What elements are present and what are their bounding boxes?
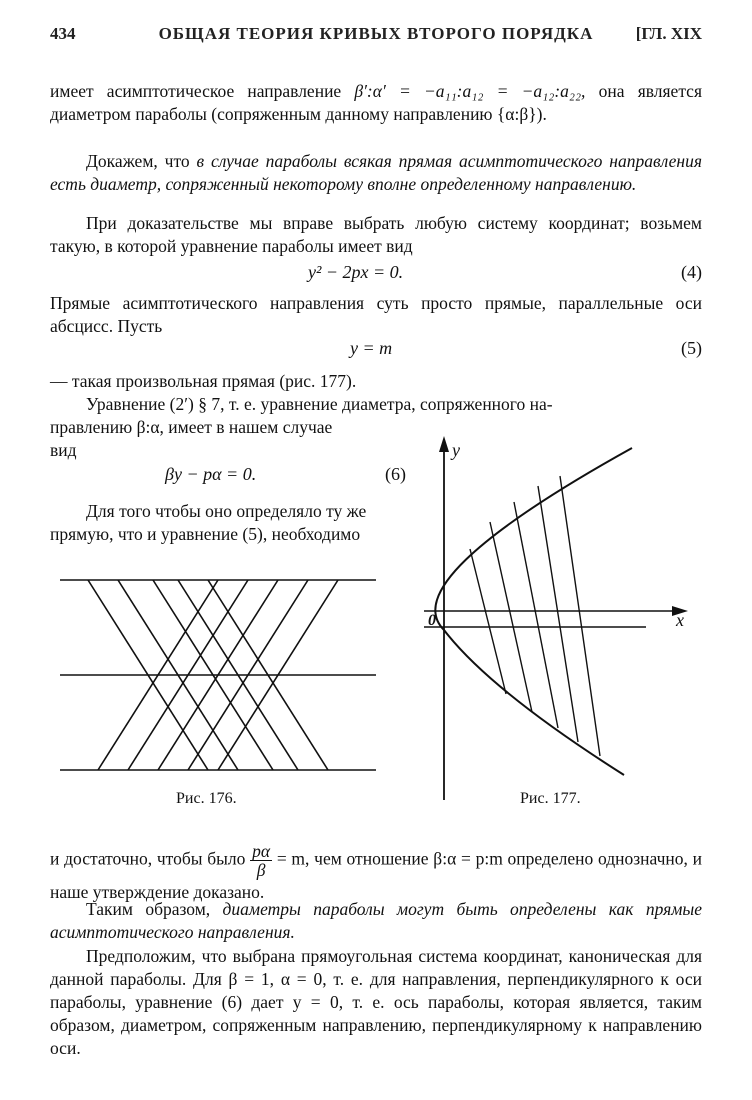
p2-theorem: в случае параболы всякая прямая асимптотического направления есть диаметр, сопряженный некоторому вполне определенному направлению. <box>50 151 702 194</box>
p6-line-2: правлению β:α, имеет в нашем случае <box>50 417 333 437</box>
figure-177-caption: Рис. 177. <box>520 790 581 807</box>
p2-text-a: Докажем, что <box>86 151 197 171</box>
p1-text-b: она является диаметром параболы (сопряженным данному направлению {α:β}). <box>50 81 702 124</box>
p9-conclusion: диаметры параболы могут быть определены как прямые асимптотического направления. <box>50 899 703 942</box>
p8-text-a: и достаточно, чтобы было <box>50 848 251 869</box>
equation-5-number: (5) <box>681 338 702 358</box>
p5-text: — такая произвольная прямая (рис. 177). <box>50 371 357 391</box>
p3-text: При доказательстве мы вправе выбрать любую систему координат; возьмем такую, в которой уравнение параболы имеет вид <box>50 213 702 256</box>
fraction-p-alpha-over-beta <box>250 842 272 879</box>
fig177-chord <box>560 476 600 756</box>
paragraph-7 <box>50 500 415 523</box>
equation-6-number: (6) <box>385 464 406 484</box>
equation-4: y² − 2px = 0. <box>308 262 404 282</box>
running-title: ОБЩАЯ ТЕОРИЯ КРИВЫХ ВТОРОГО ПОРЯДКА <box>158 24 594 43</box>
equation-5: y = m <box>350 338 393 358</box>
paragraph-8 <box>50 842 702 905</box>
paragraph-1 <box>50 80 702 126</box>
p6-line-3: вид <box>50 440 77 460</box>
equation-4-number: (4) <box>681 262 702 282</box>
asymptotic-direction-formula: β′:α′ = −a₁₁:a₁₂ = −a₁₂:a₂₂, <box>354 81 586 101</box>
fraction-denominator: β <box>256 860 266 880</box>
equation-6: βy − pα = 0. <box>165 464 257 484</box>
figure-177-diagram <box>410 430 700 810</box>
p7-line-1: Для того чтобы оно определяло ту же <box>86 501 367 521</box>
p9-text-a: Таким образом, <box>86 899 223 919</box>
paragraph-3 <box>50 212 702 258</box>
paragraph-6 <box>50 393 702 416</box>
paragraph-6-cont <box>50 416 420 462</box>
p6-line-1: Уравнение (2′) § 7, т. е. уравнение диаметра, сопряженного на- <box>86 394 553 414</box>
p8-text-b: = m, чем отношение β:α = p:m определено однозначно, и наше утверждение доказано. <box>50 848 702 902</box>
page-number: 434 <box>50 24 76 43</box>
p1-text-a: имеет асимптотическое направление <box>50 81 355 101</box>
paragraph-7-cont <box>50 523 415 546</box>
paragraph-2 <box>50 150 702 196</box>
p10-text: Предположим, что выбрана прямоугольная система координат, каноническая для данной параболы. Для β = 1, α = 0, т. е. для направления, перпендикулярного к оси параболы, уравнение (6) дает y = 0, т. е. ось параболы, которая является, таким образом, диаметром, сопряженным направлению, перпендикулярному к направлению оси. <box>50 946 702 1058</box>
fig177-chord <box>514 502 558 728</box>
chapter-ref: [ГЛ. XIX <box>635 24 702 43</box>
paragraph-4 <box>50 292 702 338</box>
p7-line-2: прямую, что и уравнение (5), необходимо <box>50 524 361 544</box>
fig177-y-arrow <box>439 436 449 452</box>
paragraph-10 <box>50 945 702 1060</box>
fraction-numerator: pα <box>252 841 271 861</box>
fig177-chord <box>538 486 578 742</box>
paragraph-5 <box>50 370 702 393</box>
p4-text: Прямые асимптотического направления суть просто прямые, параллельные оси абсцисс. Пусть <box>50 293 702 336</box>
figure-176-caption: Рис. 176. <box>176 790 237 807</box>
fig177-origin-label: 0 <box>428 612 436 629</box>
fig177-y-label: y <box>452 440 460 460</box>
running-header <box>50 24 702 48</box>
fig177-x-label: x <box>676 610 684 630</box>
paragraph-9 <box>50 898 702 944</box>
figure-176-diagram <box>58 570 378 780</box>
